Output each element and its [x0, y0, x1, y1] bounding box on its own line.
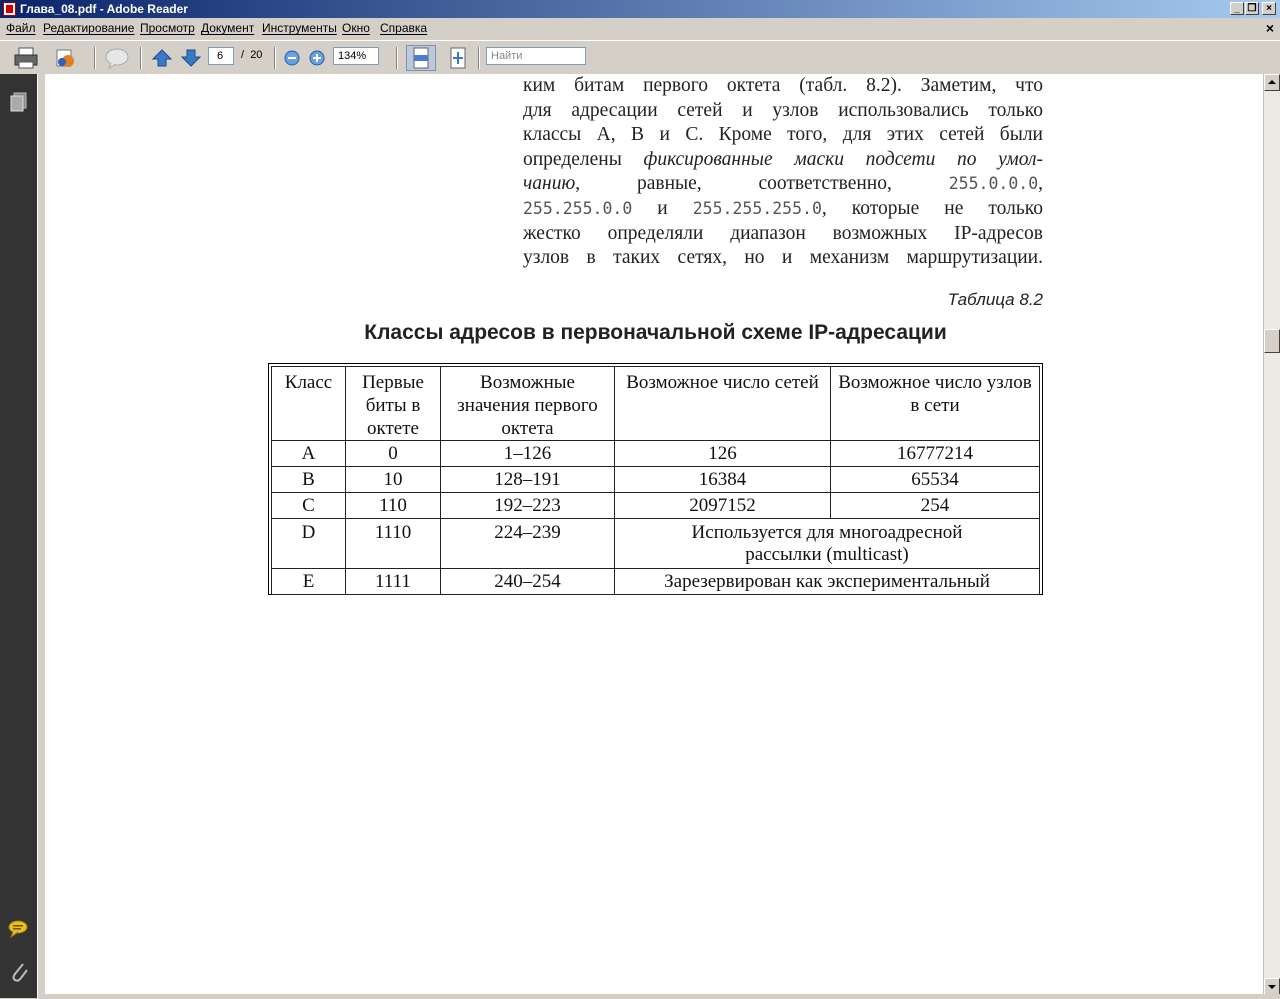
- table-cell: 1–126: [441, 441, 615, 467]
- text-line: узлов в таких сетях, но и механизм маршрутизации.: [523, 247, 1043, 269]
- text-line: чанию, равные, соответственно, 255.0.0.0,: [523, 173, 1043, 195]
- horizontal-edge: [45, 994, 1280, 998]
- attachments-icon[interactable]: [9, 960, 29, 987]
- pdf-app-icon: [3, 2, 16, 16]
- navigation-panel: [0, 74, 37, 998]
- table-cell: Зарезервирован как экспериментальный: [615, 569, 1040, 595]
- menu-document[interactable]: Документ: [201, 21, 255, 35]
- text-line: классы A, B и C. Кроме того, для этих сетей были: [523, 124, 1043, 146]
- previous-page-button[interactable]: [150, 45, 174, 71]
- comment-button[interactable]: [102, 45, 132, 71]
- zoom-out-button[interactable]: [282, 45, 302, 71]
- table-header-row: [272, 367, 1040, 441]
- vertical-scrollbar[interactable]: [1263, 74, 1280, 995]
- page-count: / 20: [241, 49, 263, 61]
- fit-page-button[interactable]: [444, 45, 472, 71]
- table-cell: 254: [831, 493, 1040, 519]
- table-cell: 0: [346, 441, 441, 467]
- table-cell: A: [272, 441, 346, 467]
- table-row: [272, 569, 1040, 595]
- table-cell: 1110: [346, 519, 441, 569]
- body-paragraph: [523, 74, 1043, 271]
- table-cell: 10: [346, 467, 441, 493]
- table-cell: Используется для многоадресной рассылки (multicast): [615, 519, 1040, 569]
- table-cell: 1111: [346, 569, 441, 595]
- menu-help[interactable]: Справка: [380, 21, 428, 35]
- text-line: ким битам первого октета (табл. 8.2). Заметим, что: [523, 75, 1043, 96]
- page-number-input[interactable]: 6: [208, 47, 234, 65]
- address-classes-table: [268, 363, 1043, 595]
- close-document-icon[interactable]: ×: [1265, 20, 1274, 36]
- menu-bar: [0, 18, 1280, 38]
- table-cell: D: [272, 519, 346, 569]
- table-cell: 192–223: [441, 493, 615, 519]
- menu-edit[interactable]: Редактирование: [43, 21, 135, 35]
- text-line: жестко определяли диапазон возможных IP-адресов: [523, 222, 1043, 244]
- table-caption: Таблица 8.2: [947, 290, 1043, 309]
- pages-icon[interactable]: [10, 92, 28, 117]
- table-cell: 110: [346, 493, 441, 519]
- header-cell: Возможное число сетей: [615, 367, 831, 441]
- menu-window[interactable]: Окно: [342, 21, 370, 35]
- table-cell: 126: [615, 441, 831, 467]
- window-titlebar: [0, 0, 1280, 18]
- next-page-button[interactable]: [179, 45, 203, 71]
- text-line: 255.255.0.0 и 255.255.255.0, которые не только: [523, 197, 1043, 219]
- comment-icon: [104, 47, 130, 69]
- printer-icon: [14, 47, 38, 69]
- table-cell: B: [272, 467, 346, 493]
- fit-page-icon: [448, 47, 468, 69]
- table-cell: 16777214: [831, 441, 1040, 467]
- table-cell: C: [272, 493, 346, 519]
- panel-splitter[interactable]: [37, 74, 45, 998]
- zoom-in-button[interactable]: [307, 45, 327, 71]
- table-cell: 2097152: [615, 493, 831, 519]
- scroll-down-button[interactable]: [1264, 978, 1280, 995]
- menu-tools[interactable]: Инструменты: [262, 21, 337, 35]
- print-button[interactable]: [12, 45, 40, 71]
- arrow-down-icon: [181, 48, 201, 68]
- table-cell: 224–239: [441, 519, 615, 569]
- table-cell: 128–191: [441, 467, 615, 493]
- minimize-button[interactable]: _: [1230, 2, 1244, 15]
- arrow-up-icon: [152, 48, 172, 68]
- close-window-button[interactable]: ×: [1262, 2, 1276, 15]
- text-line: для адресации сетей и узлов использовались только: [523, 99, 1043, 121]
- zoom-in-icon: [309, 50, 325, 66]
- table-cell: 65534: [831, 467, 1040, 493]
- menu-file[interactable]: Файл: [6, 21, 36, 35]
- table-row: [272, 441, 1040, 467]
- find-input[interactable]: Найти: [486, 47, 586, 65]
- toolbar: [0, 40, 1280, 75]
- share-button[interactable]: [48, 45, 84, 71]
- window-title: Глава_08.pdf - Adobe Reader: [20, 2, 188, 16]
- text-line: определены фиксированные маски подсети по умол-: [523, 148, 1043, 170]
- table-title: Классы адресов в первоначальной схеме IP-адресации: [364, 321, 947, 344]
- restore-button[interactable]: ❐: [1245, 2, 1259, 15]
- header-cell: Возможное число узлов в сети: [831, 367, 1040, 441]
- menu-view[interactable]: Просмотр: [140, 21, 195, 35]
- table-cell: E: [272, 569, 346, 595]
- header-cell: Возможные значения первого октета: [441, 367, 615, 441]
- header-cell: Класс: [272, 367, 346, 441]
- table-cell: 16384: [615, 467, 831, 493]
- comments-icon[interactable]: [8, 920, 30, 943]
- fit-width-button[interactable]: [406, 45, 436, 71]
- document-view: [45, 74, 1263, 995]
- table-row: [272, 467, 1040, 493]
- fit-width-icon: [411, 47, 431, 69]
- share-icon: [54, 47, 78, 69]
- scroll-thumb[interactable]: [1264, 329, 1280, 353]
- table-cell: 240–254: [441, 569, 615, 595]
- header-cell: Первые биты в октете: [346, 367, 441, 441]
- scroll-up-button[interactable]: [1264, 74, 1280, 91]
- zoom-input[interactable]: 134%: [333, 47, 379, 65]
- zoom-out-icon: [284, 50, 300, 66]
- table-row: [272, 493, 1040, 519]
- table-row: [272, 519, 1040, 569]
